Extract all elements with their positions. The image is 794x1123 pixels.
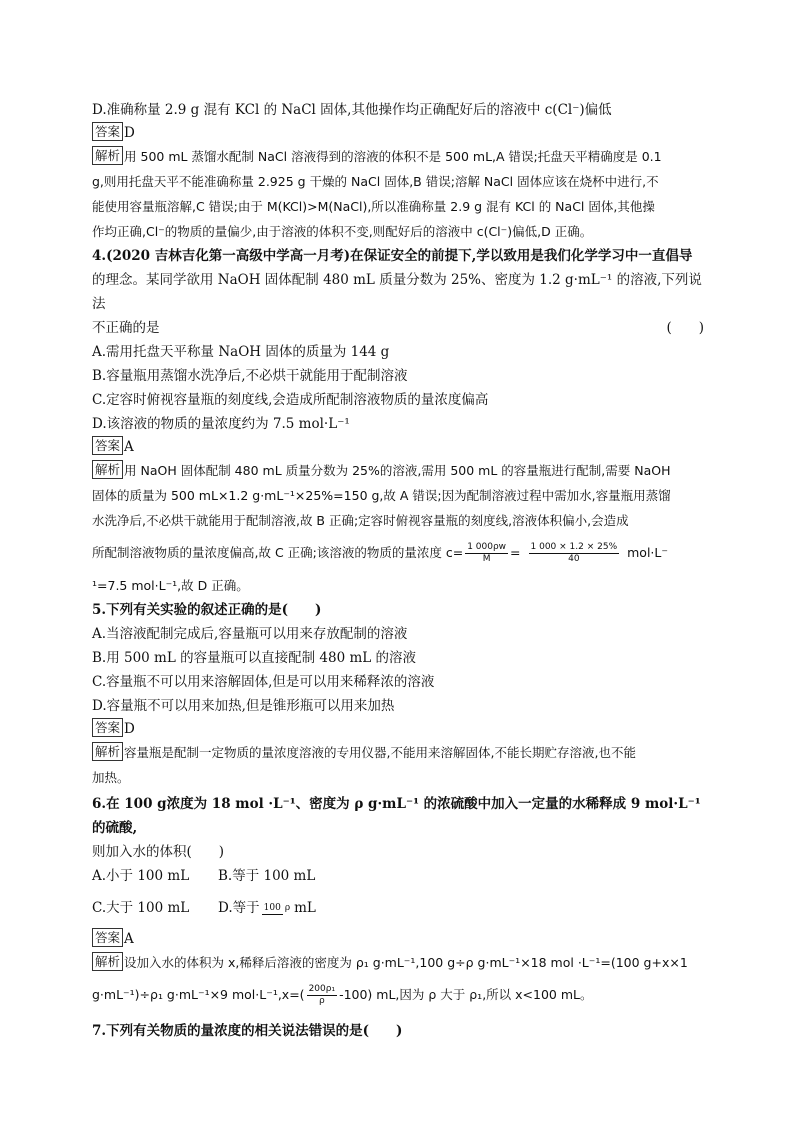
option-a: A.小于 100 mL: [92, 868, 190, 884]
answer-value: D: [124, 125, 135, 141]
q5-answer: [92, 718, 704, 740]
option-c: C.大于 100 mL: [92, 900, 190, 916]
answer-value: A: [124, 439, 134, 455]
answer-tag: 答案: [92, 718, 123, 737]
fraction: $\frac{1 000 \times 1.2 \times 25\%}{40}$: [530, 542, 618, 564]
option-a: A.当溶液配制完成后,容量瓶可以用来存放配制的溶液: [92, 626, 408, 642]
answer-tag: 答案: [92, 928, 123, 947]
q5-analysis: 解析 容量瓶是配制一定物质的量浓度溶液的专用仪器,不能用来溶解固体,不能长期贮存溶液,也不能 加热。: [92, 744, 636, 785]
q4-analysis: 解析 用 NaOH 固体配制 480 mL 质量分数为 25%的溶液,需用 500 mL 的容量瓶进行配制,需要 NaOH 固体的质量为 500 mL×1.2 g·mL⁻¹×25%=150 g,故 A 错误;因为配制溶液过程中需加水,容量瓶用蒸馏 水洗净后,不必烘干就能用于配制溶液,故 B 正确;定容时俯视容量瓶的刻度线,溶液体积偏小,会造成 所配制溶液物质的量浓度偏高,故 C 正确;该溶液的物质的量浓度 c= $\frac{1 000\rho w}{M}$ = $\frac{1 000 \times 1.2 \times 25\%}{40}$ mol·L⁻ ¹=7.5 mol·L⁻¹,故 D 正确。: [92, 458, 704, 598]
q6-analysis: 解析 设加入水的体积为 x,稀释后溶液的密度为 ρ₁ g·mL⁻¹,100 g÷ρ g·mL⁻¹×18 mol ·L⁻¹=(100 g+x×1 g·mL⁻¹)÷ρ₁ g·mL⁻¹×9 mol·L⁻¹,x=( $\frac{\text{200ρ₁}}{\rho}$ -100) mL,因为 ρ 大于 ρ₁,所以 x<100 mL。: [92, 954, 688, 1006]
analysis-tag: 解析: [92, 952, 123, 971]
content: [92, 98, 704, 1043]
formula-line: 所配制溶液物质的量浓度偏高,故 C 正确;该溶液的物质的量浓度 c= $\frac{1 000\rho w}{M}$ = $\frac{1 000 \times 1.2 \times 25\%}{40}$ mol·L⁻: [92, 542, 668, 564]
option-d: D.容量瓶不可以用来加热,但是锥形瓶可以用来加热: [92, 698, 395, 714]
prev-answer: [92, 122, 704, 144]
fraction: $\frac{\text{200ρ₁}}{\rho}$: [308, 984, 336, 1006]
analysis-tag: 解析: [92, 742, 123, 761]
prev-option-d: D.准确称量 2.9 g 混有 KCl 的 NaCl 固体,其他操作均正确配好后的溶液中 c(Cl⁻)偏低: [92, 102, 612, 118]
question-5: 5.下列有关实验的叙述正确的是( ) A.当溶液配制完成后,容量瓶可以用来存放配制的溶液 B.用 500 mL 的容量瓶可以直接配制 480 mL 的溶液 C.容量瓶不可以用来溶解固体,但是可以用来稀释浓的溶液 D.容量瓶不可以用来加热,但是锥形瓶可以用来加热: [92, 598, 704, 718]
fraction: $\frac{1 000\rho w}{M}$: [467, 542, 507, 564]
question-6: 6.在 100 g浓度为 18 mol ·L⁻¹、密度为 ρ g·mL⁻¹ 的浓硫酸中加入一定量的水稀释成 9 mol·L⁻¹ 的硫酸, 则加入水的体积( ) A.小于 100 mL B.等于 100 mL C.大于 100 mL D.等于 100 ρ mL: [92, 792, 704, 928]
fraction: 100 ρ: [263, 902, 291, 913]
answer-value: A: [124, 931, 134, 947]
analysis-tag: 解析: [92, 146, 123, 165]
option-b: B.用 500 mL 的容量瓶可以直接配制 480 mL 的溶液: [92, 650, 417, 666]
question-4: 4.(2020 吉林吉化第一高级中学高一月考)在保证安全的前提下,学以致用是我们化学学习中一直倡导 的理念。某同学欲用 NaOH 固体配制 480 mL 质量分数为 25%、密度为 1.2 g·mL⁻¹ 的溶液,下列说法 不正确的是 ( ) A.需用托盘天平称量 NaOH 固体的质量为 144 g B.容量瓶用蒸馏水洗净后,不必烘干就能用于配制溶液 C.定容时俯视容量瓶的刻度线,会造成所配制溶液物质的量浓度偏高 D.该溶液的物质的量浓度约为 7.5 mol·L⁻¹: [92, 244, 704, 436]
option-b: B.容量瓶用蒸馏水洗净后,不必烘干就能用于配制溶液: [92, 368, 408, 384]
answer-tag: 答案: [92, 436, 123, 455]
option-c: C.容量瓶不可以用来溶解固体,但是可以用来稀释浓的溶液: [92, 674, 435, 690]
option-d: D.该溶液的物质的量浓度约为 7.5 mol·L⁻¹: [92, 416, 350, 432]
option-a: A.需用托盘天平称量 NaOH 固体的质量为 144 g: [92, 344, 390, 360]
answer-tag: 答案: [92, 122, 123, 141]
q4-answer: [92, 436, 704, 458]
option-d: D.等于 100 ρ mL: [218, 900, 316, 916]
analysis-tag: 解析: [92, 460, 123, 479]
q6-answer: [92, 928, 704, 950]
option-c: C.定容时俯视容量瓶的刻度线,会造成所配制溶液物质的量浓度偏高: [92, 392, 489, 408]
answer-value: D: [124, 721, 135, 737]
question-7: 7.下列有关物质的量浓度的相关说法错误的是( ): [92, 1023, 403, 1039]
prev-analysis: 解析 用 500 mL 蒸馏水配制 NaCl 溶液得到的溶液的体积不是 500 mL,A 错误;托盘天平精确度是 0.1 g,则用托盘天平不能准确称量 2.925 g 干燥的 NaCl 固体,B 错误;溶解 NaCl 固体应该在烧杯中进行,不 能使用容量瓶溶解,C 错误;由于 M(KCl)>M(NaCl),所以准确称量 2.9 g 混有 KCl 的 NaCl 固体,其他操 作均正确,Cl⁻的物质的量偏少,由于溶液的体积不变,则配好后的溶液中 c(Cl⁻)偏低,D 正确。: [92, 148, 662, 239]
answer-blank: ( ): [666, 320, 704, 336]
option-b: B.等于 100 mL: [218, 868, 316, 884]
